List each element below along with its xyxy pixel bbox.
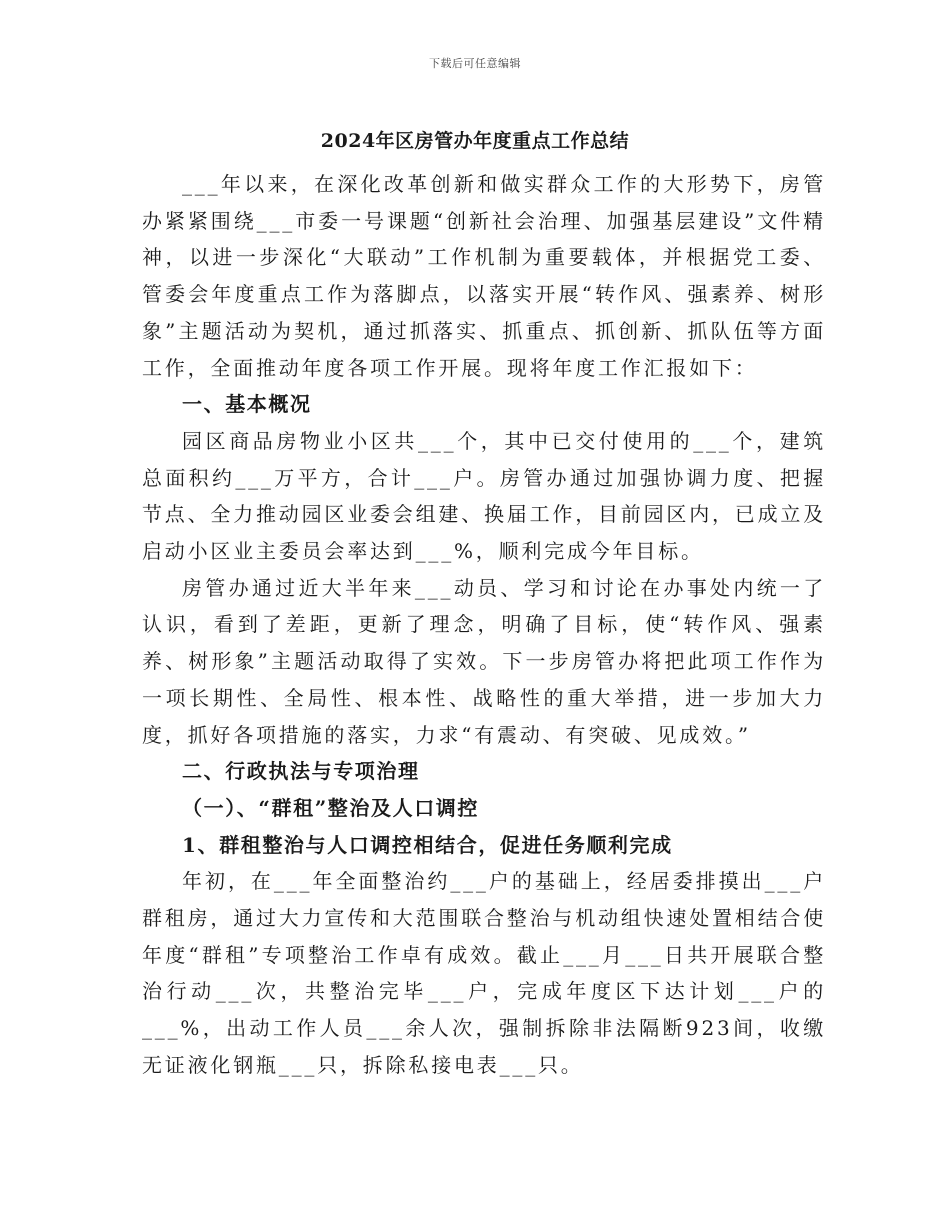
subsection-heading-group-rental: （一）、“群租”整治及人口调控 — [182, 795, 480, 820]
rental-paragraph: 年初，在___年全面整治约___户的基础上，经居委排摸出___户群租房，通过大力宣传和大范围联合整治与机动组快速处置相结合使年度“群租”专项整治工作卓有成效。截止___月___日共开展联合整治行动___次，共整治完毕___户，完成年度区下达计划___户的___%，出动工作人员___余人次，强制拆除非法隔断923间，收缴无证液化钢瓶___只，拆除私接电表___只。 — [142, 869, 826, 1077]
section-heading-law-enforcement: 二、行政执法与专项治理 — [182, 759, 420, 784]
overview-paragraph-1: 园区商品房物业小区共___个，其中已交付使用的___个，建筑总面积约___万平方，合计___户。房管办通过加强协调力度、把握节点、全力推动园区业委会组建、换届工作，目前园区内，已成立及启动小区业主委员会率达到___%，顺利完成今年目标。 — [142, 428, 826, 564]
document-title: 2024年区房管办年度重点工作总结 — [320, 130, 630, 152]
header-note: 下载后可任意编辑 — [429, 57, 521, 70]
item-heading-rental-population: 1、群租整治与人口调控相结合，促进任务顺利完成 — [182, 832, 673, 857]
section-heading-basic-overview: 一、基本概况 — [182, 392, 312, 417]
intro-paragraph: ___年以来，在深化改革创新和做实群众工作的大形势下，房管办紧紧围绕___市委一号课题“创新社会治理、加强基层建设”文件精神，以进一步深化“大联动”工作机制为重要载体，并根据党工委、管委会年度重点工作为落脚点，以落实开展“转作风、强素养、树形象”主题活动为契机，通过抓落实、抓重点、抓创新、抓队伍等方面工作，全面推动年度各项工作开展。现将年度工作汇报如下： — [142, 172, 826, 380]
overview-paragraph-2: 房管办通过近大半年来___动员、学习和讨论在办事处内统一了认识，看到了差距，更新了理念，明确了目标，使“转作风、强素养、树形象”主题活动取得了实效。下一步房管办将把此项工作作为一项长期性、全局性、根本性、战略性的重大举措，进一步加大力度，抓好各项措施的落实，力求“有震动、有突破、见成效。” — [142, 575, 826, 747]
document-body — [142, 166, 826, 1084]
